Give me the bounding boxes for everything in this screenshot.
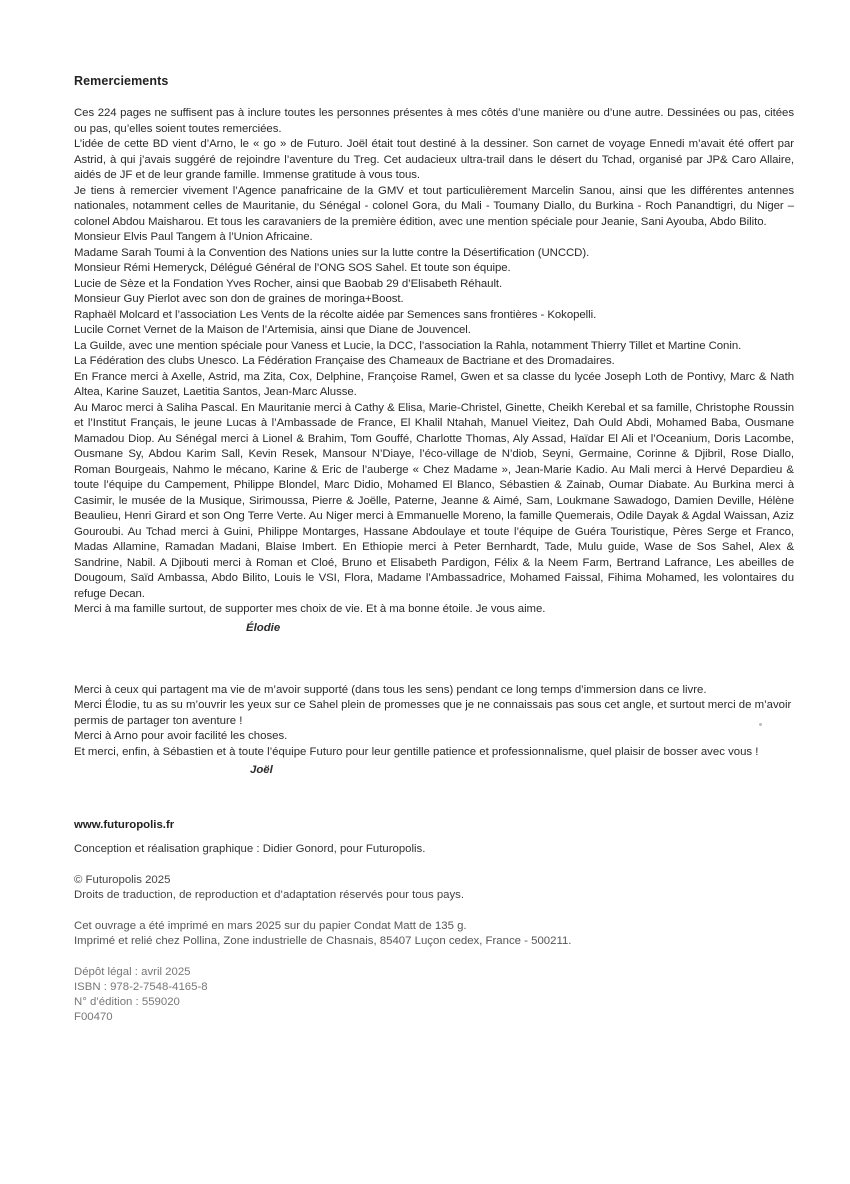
print-line: Cet ouvrage a été imprimé en mars 2025 sur du papier Condat Matt de 135 g. bbox=[74, 920, 467, 933]
print-line: Imprimé et relié chez Pollina, Zone industrielle de Chasnais, 85407 Luçon cedex, France - 500211. bbox=[74, 935, 572, 948]
thanks-signature: Joël bbox=[250, 764, 273, 777]
thanks-paragraph: Et merci, enfin, à Sébastien et à toute l’équipe Futuro pour leur gentille patience et professionnalisme, quel plaisir de bosser avec vous ! bbox=[74, 745, 759, 758]
publisher-website: www.futuropolis.fr bbox=[74, 819, 175, 832]
thanks-paragraph: Merci à ceux qui partagent ma vie de m’avoir supporté (dans tous les sens) pendant ce long temps d’immersion dans ce livre. bbox=[74, 683, 707, 696]
ack-paragraph: Lucie de Sèze et la Fondation Yves Rocher, ainsi que Baobab 29 d’Elisabeth Réhault. bbox=[74, 277, 503, 290]
acknowledgements bbox=[74, 106, 794, 636]
copyright-block bbox=[74, 873, 794, 903]
ack-paragraph: Monsieur Guy Pierlot avec son don de graines de moringa+Boost. bbox=[74, 293, 404, 305]
ack-paragraph: La Fédération des clubs Unesco. La Fédération Française des Chameaux de Bactriane et des Dromadaires. bbox=[74, 355, 615, 367]
edition-line: N° d’édition : 559020 bbox=[74, 996, 180, 1009]
colophon-page bbox=[74, 74, 794, 1025]
page-title: Remerciements bbox=[74, 74, 169, 88]
code-line: F00470 bbox=[74, 1010, 113, 1023]
ack-paragraph: Merci à ma famille surtout, de supporter mes choix de vie. Et à ma bonne étoile. Je vous aime. bbox=[74, 603, 546, 615]
ack-paragraph: L’idée de cette BD vient d’Arno, le « go » de Futuro. Joël était tout destiné à la dessiner. Son carnet de voyage Ennedi m’avait été offert par Astrid, à qui j’avais suggéré de rejoindre l’aventure du Treg. Cet audacieux ultra-trail dans le désert du Tchad, organisé par JP& Caro Allaire, aidés de JF et de leur grande famille. Immense gratitude à vous tous. bbox=[74, 138, 794, 181]
ack-paragraph: En France merci à Axelle, Astrid, ma Zita, Cox, Delphine, Françoise Ramel, Gwen et sa classe du lycée Joseph Loth de Pontivy, Marc & Nath Altea, Karine Sauzet, Laetitia Santos, Jean-Marc Alusse. bbox=[74, 370, 794, 398]
ack-paragraph: La Guilde, avec une mention spéciale pour Vaness et Lucie, la DCC, l’association la Rahla, notamment Thierry Tillet et Martine Conin. bbox=[74, 339, 742, 352]
ack-paragraph: Au Maroc merci à Saliha Pascal. En Mauritanie merci à Cathy & Elisa, Marie-Christel, Ginette, Cheikh Kerebal et sa famille, Christophe Roussin et l’Institut Français, le jeune Lucas à l’Ambassade de France, El Khalil Ntahah, Manuel Vieitez, Dah Ould Abdi, Mohamed Baba, Ousmane Mamadou Diop. Au Sénégal merci à Lionel & Brahim, Tom Gouffé, Charlotte Thomas, Aly Assad, Haïdar El Ali et l’Oceanium, Doris Lacombe, Ousmane Sy, Abdou Karim Sall, Kevin Resek, Mansour N’Diaye, l’éco-village de N’diob, Seyni, Germaine, Corinne & Djibril, Rose Diallo, Roman Bourgeais, Nahmo le mécano, Karine & Eric de l’auberge « Chez Madame », Jean-Marie Kadio. Au Mali merci à Hervé Depardieu & toute l’équipe du Campement, Philippe Blondel, Marc Didio, Mohamed El Blanco, Sébastien & Zainab, Oumar Diabate. Au Burkina merci à Casimir, le musée de la Musique, Sirimoussa, Pierre & Joëlle, Paterne, Jeanne & Aimé, Sam, Loukmane Sawadogo, Damien Deville, Hélène Beaulieu, Henri Girard et son Ong Terre Verte. Au Niger merci à Emmanuelle Moreno, la famille Quemerais, Odile Dayak & Agdal Waissan, Aziz Gouroubi. Au Tchad merci à Guini, Philippe Montarges, Hassane Abdoulaye et toute l’équipe de Guéra Touristique, Pères Serge et Franco, Madas Allamine, Ramadan Madani, Blaise Imbert. En Ethiopie merci à Peter Bernhardt, Tade, Mulu guide, Wase de Sos Sahel, Alex & Sandrine, Nabil. A Djibouti merci à Roman et Cloé, Bruno et Elisabeth Pardigon, Félix & la Neem Farm, Bertrand Lafrance, Les abeilles de Dougoum, Saïd Ambassa, Abdo Bilito, Louis le VSI, Flora, Madame l’Ambassadrice, Mohamed Faissal, Fihima Mohamed, les volontaires du refuge Decan. bbox=[74, 401, 794, 600]
depot-line: Dépôt légal : avril 2025 bbox=[74, 966, 191, 979]
rights-line: Droits de traduction, de reproduction et d’adaptation réservés pour tous pays. bbox=[74, 889, 465, 902]
ack-paragraph: Raphaël Molcard et l’association Les Vents de la récolte aidée par Semences sans frontières - Kokopelli. bbox=[74, 308, 597, 321]
thanks-paragraph: Merci à Arno pour avoir facilité les choses. bbox=[74, 730, 288, 743]
illustrator-thanks bbox=[74, 683, 794, 779]
page-mark bbox=[759, 723, 762, 726]
ack-paragraph: Monsieur Rémi Hemeryck, Délégué Général de l’ONG SOS Sahel. Et toute son équipe. bbox=[74, 262, 511, 274]
ack-paragraph: Je tiens à remercier vivement l’Agence panafricaine de la GMV et tout particulièrement Marcelin Sanou, ainsi que les différentes antennes nationales, notamment celles de Mauritanie, du Sénégal - colonel Gora, du Mali - Toumany Diallo, du Burkina - Roch Panandtigri, du Niger – colonel Abdou Maisharou. Et tous les caravaniers de la première édition, avec une mention spéciale pour Jeanie, Sani Ayouba, Abdo Bilito. bbox=[74, 184, 794, 228]
ack-paragraph: Lucile Cornet Vernet de la Maison de l’Artemisia, ainsi que Diane de Jouvencel. bbox=[74, 324, 471, 336]
ack-signature: Élodie bbox=[246, 621, 281, 634]
legal-deposit-block bbox=[74, 965, 794, 1024]
design-credits: Conception et réalisation graphique : Didier Gonord, pour Futuropolis. bbox=[74, 843, 426, 856]
ack-paragraph: Ces 224 pages ne suffisent pas à inclure toutes les personnes présentes à mes côtés d’une manière ou d’une autre. Dessinées ou pas, citées ou pas, qu’elles soient toutes remerciées. bbox=[74, 107, 794, 135]
ack-paragraph: Monsieur Elvis Paul Tangem à l’Union Africaine. bbox=[74, 231, 313, 243]
copyright-line: © Futuropolis 2025 bbox=[74, 874, 171, 887]
ack-paragraph: Madame Sarah Toumi à la Convention des Nations unies sur la lutte contre la Désertification (UNCCD). bbox=[74, 246, 590, 259]
isbn-line: ISBN : 978-2-7548-4165-8 bbox=[74, 981, 208, 994]
thanks-paragraph: Merci Élodie, tu as su m’ouvrir les yeux sur ce Sahel plein de promesses que je ne connaissais pas sous cet angle, et surtout merci de m’avoir permis de partager ton aventure ! bbox=[74, 699, 792, 727]
printing-block bbox=[74, 919, 794, 949]
